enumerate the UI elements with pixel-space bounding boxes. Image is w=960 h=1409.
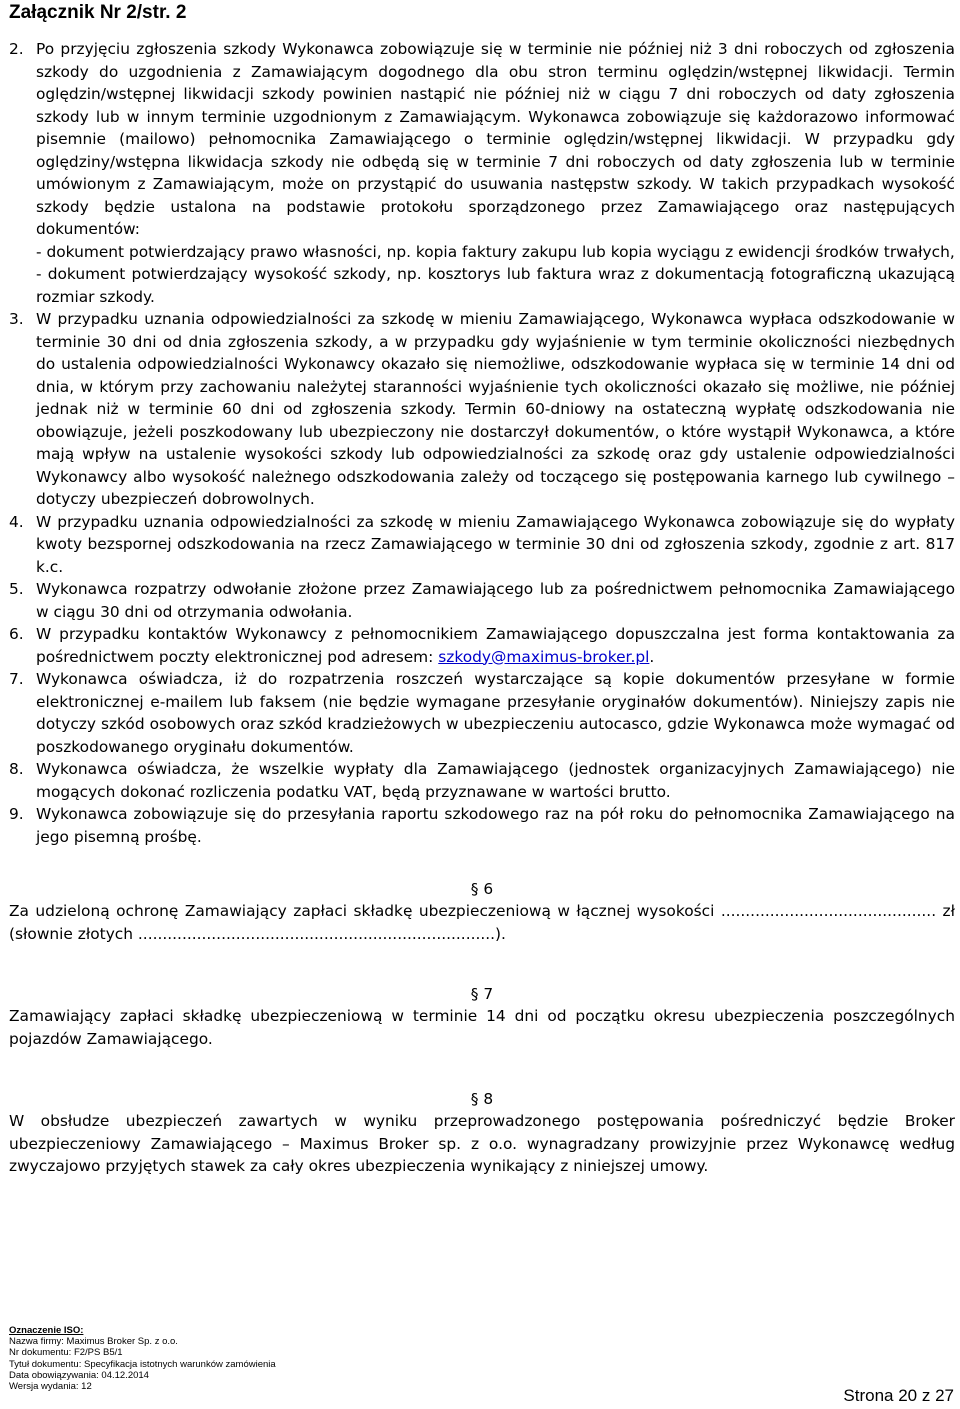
list-item-2 [9,38,955,308]
footer-line: Data obowiązywania: 04.12.2014 [9,1369,149,1381]
item-number: 9. [9,805,24,823]
list-item-3 [9,308,955,511]
item-number: 2. [9,40,24,58]
iso-footer [9,1325,276,1392]
item-number: 8. [9,760,24,778]
email-link[interactable]: szkody@maximus-broker.pl [438,647,650,666]
item-number: 4. [9,512,24,531]
list-item-9 [9,803,955,848]
document-body [9,38,955,1178]
item-text: W przypadku kontaktów Wykonawcy z pełnomocnikiem Zamawiającego dopuszczalna jest forma kontaktowania za pośrednictwem poczty elektronicznej pod adresem: [36,625,955,666]
list-item-6 [9,623,955,668]
bullet-2: - dokument potwierdzający wysokość szkody, np. kosztorys lub faktura wraz z dokumentacją fotograficzną ukazującą rozmiar szkody. [36,265,955,306]
item-number: 7. [9,670,24,688]
page-number: Strona 20 z 27 [843,1386,954,1405]
page-header: Załącznik Nr 2/str. 2 [9,2,187,23]
section-text-8: W obsłudze ubezpieczeń zawartych w wyniku przeprowadzonego postępowania pośredniczyć będzie Broker ubezpieczeniowy Zamawiającego – Maximus Broker sp. z o.o. wynagradzany prowizyjnie przez Wykonawcę według zwyczajowo przyjętych stawek za cały okres ubezpieczenia wynikający z niniejszej umowy. [9,1112,955,1175]
section-text-6: Za udzieloną ochronę Zamawiający zapłaci składkę ubezpieczeniową w łącznej wysokości ............................................ zł (słownie złotych .........................................................................). [9,902,955,943]
list-item-7 [9,668,955,758]
section-heading-6: § 6 [470,880,494,898]
item-text-end: . [649,647,655,666]
item-text: Wykonawca oświadcza, że wszelkie wypłaty dla Zamawiającego (jednostek organizacyjnych Zamawiającego) nie mogących dokonać rozliczenia podatku VAT, będą przyznawane w wartości brutto. [36,760,955,801]
item-number: 5. [9,580,24,598]
footer-line: Wersja wydania: 12 [9,1381,92,1393]
item-text: W przypadku uznania odpowiedzialności za szkodę w mieniu Zamawiającego, Wykonawca wypłaca odszkodowanie w terminie 30 dni od dnia zgłoszenia szkody, a w przypadku gdy wyjaśnienie w tym terminie okoliczności niezbędnych do ustalenia odpowiedzialności Wykonawcy okazało się niemożliwe, odszkodowanie wypłaca się w terminie 14 dni od dnia, w którym przy zachowaniu należytej staranności wyjaśnienie tych okoliczności okazało się możliwe, nie później jednak niż w terminie 60 dni od zgłoszenia szkody. Termin 60-dniowy na ostateczną wypłatę odszkodowania nie obowiązuje, jeżeli poszkodowany lub ubezpieczony nie dostarczył dokumentów, o które wystąpił Wykonawca, a które mają wpływ na ustalenie wysokości szkody lub odpowiedzialności za szkodę oraz gdy ustalenie odpowiedzialności Wykonawcy albo wysokość należnego odszkodowania zależy od toczącego się postępowania karnego lub cywilnego – dotyczy ubezpieczeń dobrowolnych. [36,310,955,508]
footer-line: Tytuł dokumentu: Specyfikacja istotnych warunków zamówienia [9,1358,276,1370]
item-number: 6. [9,625,24,643]
list-item-8 [9,758,955,803]
item-text: Wykonawca oświadcza, iż do rozpatrzenia roszczeń wystarczające są kopie dokumentów przesyłane w formie elektronicznej e-mailem lub faksem (nie będzie wymagane przesyłanie oryginałów dokumentów). Niniejszy zapis nie dotyczy szkód osobowych oraz szkód kradzieżowych w ubezpieczeniu autocasco, gdzie Wykonawca może wymagać od poszkodowanego oryginału dokumentów. [36,670,955,756]
section-heading-8: § 8 [470,1090,494,1108]
list-item-4 [9,511,955,579]
section-text-7: Zamawiający zapłaci składkę ubezpieczeniową w terminie 14 dni od początku okresu ubezpieczenia poszczególnych pojazdów Zamawiającego. [9,1007,955,1048]
item-text: Po przyjęciu zgłoszenia szkody Wykonawca zobowiązuje się w terminie nie później niż 3 dni roboczych od zgłoszenia szkody do uzgodnienia z Zamawiającym dogodnego dla obu stron terminu oględzin/wstępnej likwidacji. Termin oględzin/wstępnej likwidacji szkody powinien nastąpić nie później niż w ciągu 7 dni roboczych od daty zgłoszenia szkody lub w innym terminie uzgodnionym z Zamawiającym. Wykonawca zobowiązuje się każdorazowo informować pisemnie (mailowo) pełnomocnika Zamawiającego o terminie oględzin/wstępnej likwidacji. W przypadku gdy oględziny/wstępna likwidacja szkody nie odbędą się w terminie 7 dni roboczych od daty zgłoszenia lub w terminie umówionym z Zamawiającym, może on przystąpić do usuwania następstw szkody. W takich przypadkach wysokość szkody będzie ustalona na podstawie protokołu sporządzonego przez Zamawiającego oraz następujących dokumentów: [36,40,955,238]
footer-line: Nazwa firmy: Maximus Broker Sp. z o.o. [9,1336,178,1348]
item-text: Wykonawca zobowiązuje się do przesyłania raportu szkodowego raz na pół roku do pełnomocnika Zamawiającego na jego pisemną prośbę. [36,805,955,846]
item-text: W przypadku uznania odpowiedzialności za szkodę w mieniu Zamawiającego Wykonawca zobowiązuje się do wypłaty kwoty bezspornej odszkodowania na rzecz Zamawiającego w terminie 30 dni od zgłoszenia szkody, zgodnie z art. 817 k.c. [36,512,955,576]
bullet-1: - dokument potwierdzający prawo własności, np. kopia faktury zakupu lub kopia wyciągu z ewidencji środków trwałych, [36,242,955,261]
item-text-wrapper [36,623,955,668]
item-text: Wykonawca rozpatrzy odwołanie złożone przez Zamawiającego lub za pośrednictwem pełnomocnika Zamawiającego w ciągu 30 dni od otrzymania odwołania. [36,580,955,621]
footer-line: Nr dokumentu: F2/PS B5/1 [9,1347,123,1359]
section-heading-7: § 7 [470,985,494,1003]
item-number: 3. [9,310,24,328]
list-item-5 [9,578,955,623]
footer-title: Oznaczenie ISO: [9,1325,84,1336]
